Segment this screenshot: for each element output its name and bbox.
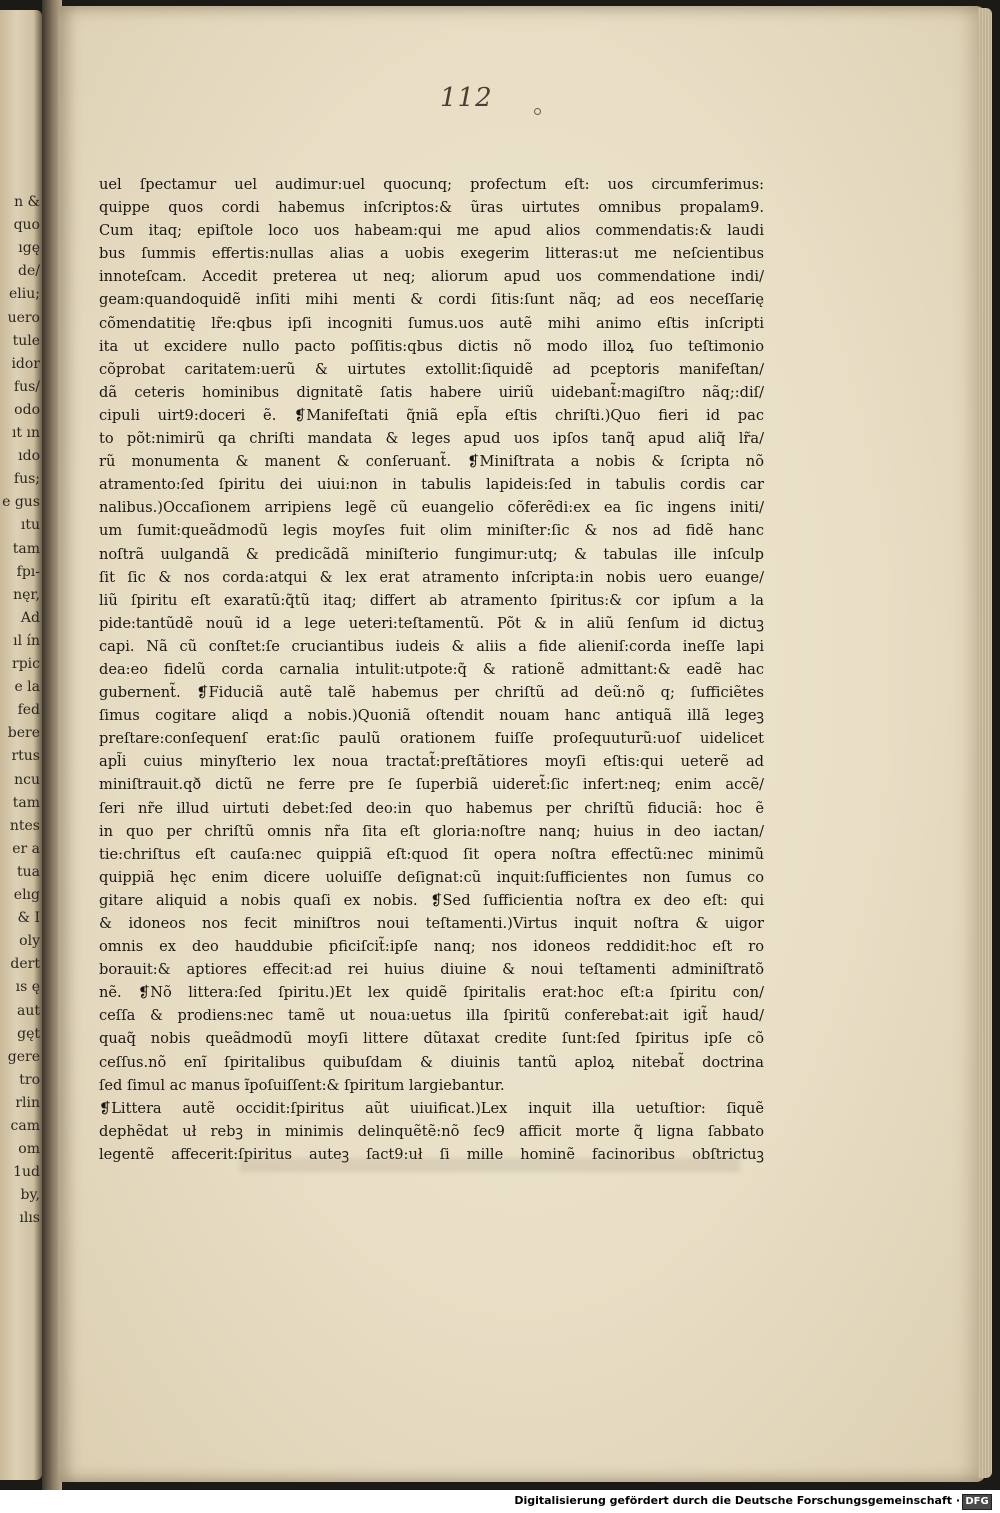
previous-page-fragment: ılıs <box>19 1210 40 1227</box>
text-line: omnis ex deo hauddubie pficiſcit̃:ipſe nanq; nos idoneos reddidit:hoc eſt ro <box>99 938 764 956</box>
previous-page-fragment: idor <box>11 355 40 372</box>
previous-page-fragment: tam <box>12 794 40 811</box>
text-line: & idoneos nos fecit miniſtros noui teſtamenti.)Virtus inquit noſtra & uigor <box>99 915 764 932</box>
previous-page-fragment: fed <box>17 702 40 719</box>
text-line: uel ſpectamur uel audimur:uel quocunq; profectum eſt: uos circumferimus: <box>99 176 764 193</box>
text-line: cõprobat caritatem:uerũ & uirtutes extollit:ſiquidẽ ad pceptoris manifeſtan/ <box>99 360 764 378</box>
text-line: ſimus cogitare aliqd a nobis.)Quoniã oſtendit nouam hanc antiquã illã legeꝫ <box>99 707 764 725</box>
page-stack-edge <box>978 8 992 1478</box>
previous-page-fragment: ıl ín <box>13 632 40 649</box>
previous-page-fragment: ntes <box>9 817 40 834</box>
text-line: quaq̃ nobis queãdmodũ moyſi littere dũtaxat credite ſunt:ſed ſpiritus ipſe cõ <box>99 1030 764 1048</box>
text-line: noſtrã uulgandã & predicãdã miniſterio fungimur:utq; & tabulas ille inſculp <box>99 545 764 563</box>
previous-page-fragment: fus; <box>13 471 40 488</box>
previous-page-fragment: cam <box>10 1118 40 1134</box>
previous-page-fragment: er a <box>12 840 40 857</box>
previous-page-fragment: rtus <box>11 748 40 765</box>
show-through-text <box>240 1158 740 1172</box>
previous-page-fragment: fpı- <box>16 563 40 580</box>
text-line: dea:eo fidelũ corda carnalia intulit:utpote:q̃ & rationẽ admittant:& eadẽ hac <box>99 660 764 678</box>
folio-number: 112 <box>440 83 493 113</box>
previous-page-fragment: ıs ę <box>15 979 40 996</box>
previous-page-fragment: odo <box>14 401 40 418</box>
text-line: capi. Nã cũ conſtet:ſe cruciantibus iudeis & aliis a fide alieniſ:corda ineſſe lapi <box>99 637 764 655</box>
previous-page-fragment: de/ <box>18 263 40 280</box>
text-line: cipuli uirt9:doceri ẽ. ❡Manifeſtati q̃niã epl̃a eſtis chriſti.)Quo fieri id pac <box>99 406 764 424</box>
text-line: gitare aliquid a nobis quaſi ex nobis. ❡Sed ſufficientia noſtra ex deo eſt: qui <box>99 891 764 909</box>
footer-bar <box>0 1490 1000 1513</box>
text-line: ſit ſic & nos corda:atqui & lex erat atramento inſcripta:in nobis uero euange/ <box>99 568 764 586</box>
previous-page-fragment: ıtu <box>20 517 40 534</box>
main-text-block <box>99 173 764 1166</box>
previous-page-fragment: bere <box>7 725 40 742</box>
previous-page-fragment: ıt ın <box>11 425 40 441</box>
previous-page-fragment: quo <box>13 217 40 234</box>
text-line: rũ monumenta & manent & conſeruant̃. ❡Miniſtrata a nobis & ſcripta nõ <box>99 453 764 471</box>
text-line: nẽ. ❡Nõ littera:ſed ſpiritu.)Et lex quidẽ ſpiritalis erat:hoc eſt:a ſpiritu con/ <box>99 984 764 1002</box>
text-line: tie:chriſtus eſt cauſa:nec quippiã eſt:quod ſit opera noſtra effectũ:nec minimũ <box>99 845 764 863</box>
previous-page-fragment: nęr, <box>13 586 40 603</box>
text-line: innoteſcam. Accedit preterea ut neq; aliorum apud uos commendatione indi/ <box>99 268 764 286</box>
text-line: pide:tantũdẽ nouũ id a lege ueteri:teſtamentũ. Põt & in aliũ ſenſum id dictuꝫ <box>99 614 764 632</box>
previous-page-fragment: eliu; <box>9 286 40 303</box>
text-line: apl̃i cuius minyſterio lex noua tractat̃:preſtãtiores moyſi eſtis:qui ueterẽ ad <box>99 753 764 771</box>
text-line: ſeri nr̃e illud uirtuti debet:ſed deo:in quo habemus per chriſtũ fiduciã: hoc ẽ <box>99 799 764 817</box>
previous-page-fragment: by, <box>20 1187 40 1204</box>
dfg-logo: DFG <box>962 1494 992 1510</box>
previous-page-fragment: fus/ <box>13 378 40 395</box>
text-line: ceſſus.nõ enĩ ſpiritalibus quibuſdam & diuinis tantũ aploꝝ nitebat̃ doctrina <box>99 1053 764 1071</box>
previous-page-fragment: n & <box>14 194 40 210</box>
previous-page-fragment: oly <box>19 933 40 950</box>
text-line: atramento:ſed ſpiritu dei uiui:non in tabulis lapideis:ſed in tabulis cordis car <box>99 476 764 494</box>
text-line: dã ceteris hominibus dignitatẽ ſatis habere uiriũ uidebant̃:magiſtro nãq;:diſ/ <box>99 383 764 401</box>
previous-page-fragment: ıgę <box>18 240 40 257</box>
previous-page-fragment: elıg <box>13 887 40 903</box>
text-line: bus ſummis effertis:nullas alias a uobis exegerim litteras:ut me neſcientibus <box>99 245 764 263</box>
previous-page-fragment: ncu <box>14 771 40 788</box>
text-line: ceſſa & prodiens:nec tamẽ ut noua:uetus illa ſpiritũ conferebat:ait igit̃ haud/ <box>99 1007 764 1025</box>
text-line: geam:quandoquidẽ inſiti mihi menti & cordi ſitis:ſunt nãq; ad eos neceſſarię <box>99 291 764 309</box>
previous-page-fragment: 1ud <box>13 1164 40 1181</box>
text-line: quippe quos cordi habemus inſcriptos:& ũras uirtutes omnibus propalam9. <box>99 199 764 217</box>
previous-page-fragment: tam <box>12 540 40 557</box>
previous-page-fragment: tro <box>19 1071 40 1088</box>
previous-page-fragment: e gus <box>2 494 40 511</box>
text-line: um ſumit:queãdmodũ legis moyſes fuit olim miniſter:ſic & nos ad fidẽ hanc <box>99 522 764 540</box>
text-line: miniſtrauit.qð dictũ ne ferre pre ſe ſuperbiã uideret̃:ſic infert:neq; enim accẽ/ <box>99 776 764 794</box>
text-line: ita ut excidere nullo pacto poſſitis:qbus dictis nõ modo illoꝝ ſuo teſtimonio <box>99 337 764 355</box>
text-line: ſed ſimul ac manus ĩpoſuiſſent:& ſpiritum largiebantur. <box>99 1076 505 1094</box>
previous-page-edge <box>0 10 42 1480</box>
text-line: ❡Littera autẽ occidit:ſpiritus aũt uiuificat.)Lex inquit illa uetuſtior: ſiquẽ <box>99 1099 764 1117</box>
previous-page-fragment: tule <box>12 332 40 349</box>
funding-credit: Digitalisierung gefördert durch die Deutsche Forschungsgemeinschaft · <box>514 1494 960 1507</box>
previous-page-fragment: tua <box>17 863 40 880</box>
previous-page-fragment: dert <box>10 956 40 973</box>
previous-page-fragment: om <box>18 1141 40 1158</box>
text-line: nalibus.)Occaſionem arripiens legẽ cũ euangelio cõferẽdi:ex ea ſic ingens initi/ <box>99 499 764 517</box>
text-line: quippiã hęc enim dicere uoluiſſe deſignat:cũ inquit:ſufficientes non ſumus co <box>99 868 764 886</box>
text-line: Cum itaq; epiſtole loco uos habeam:qui me apud alios commendatis:& laudi <box>99 222 764 240</box>
previous-page-fragment: ıdo <box>18 448 40 465</box>
previous-page-fragment: rpic <box>12 656 40 672</box>
text-line: to põt:nimirũ qa chriſti mandata & leges apud uos ipſos tanq̃ apud aliq̃ lr̃a/ <box>99 430 764 448</box>
previous-page-fragment: rlin <box>15 1094 40 1111</box>
text-line: legentẽ affecerit:ſpiritus auteꝫ ſact9:uł ſi mille hominẽ facinoribus obſtrictuꝫ <box>99 1145 764 1163</box>
previous-page-fragment: uero <box>7 309 40 326</box>
previous-page-fragment: gere <box>7 1048 40 1065</box>
previous-page-fragment: & I <box>17 910 40 927</box>
text-line: gubernent̃. ❡Fiduciã autẽ talẽ habemus per chriſtũ ad deũ:nõ q; ſufficiẽtes <box>99 684 764 702</box>
text-line: preſtare:conſequenſ erat:ſic paulũ orationem fuiſſe proſequuturũ:uoſ uidelicet <box>99 730 764 748</box>
text-line: in quo per chriſtũ omnis nr̃a ſita eſt gloria:noſtre nanq; huius in deo iactan/ <box>99 822 764 840</box>
ink-mark <box>534 108 541 115</box>
text-line: cõmendatitię lr̃e:qbus ipſi incogniti ſumus.uos autẽ mihi animo eſtis inſcripti <box>99 314 764 332</box>
previous-page-fragment: Ad <box>20 609 40 626</box>
previous-page-fragment: e la <box>14 679 40 696</box>
text-line: borauit:& aptiores effecit:ad rei huius diuine & noui teſtamenti adminiſtratõ <box>99 961 764 979</box>
previous-page-fragment: aut <box>17 1002 40 1019</box>
text-line: dephẽdat uł rebꝫ in minimis delinquẽtẽ:nõ ſec9 afficit morte q̃ ligna ſabbato <box>99 1122 764 1140</box>
previous-page-fragment: gęt <box>17 1025 40 1042</box>
text-line: liũ ſpiritu eſt exaratũ:q̃tũ itaq; differt ab atramento ſpiritus:& cor ipſum a la <box>99 591 764 609</box>
